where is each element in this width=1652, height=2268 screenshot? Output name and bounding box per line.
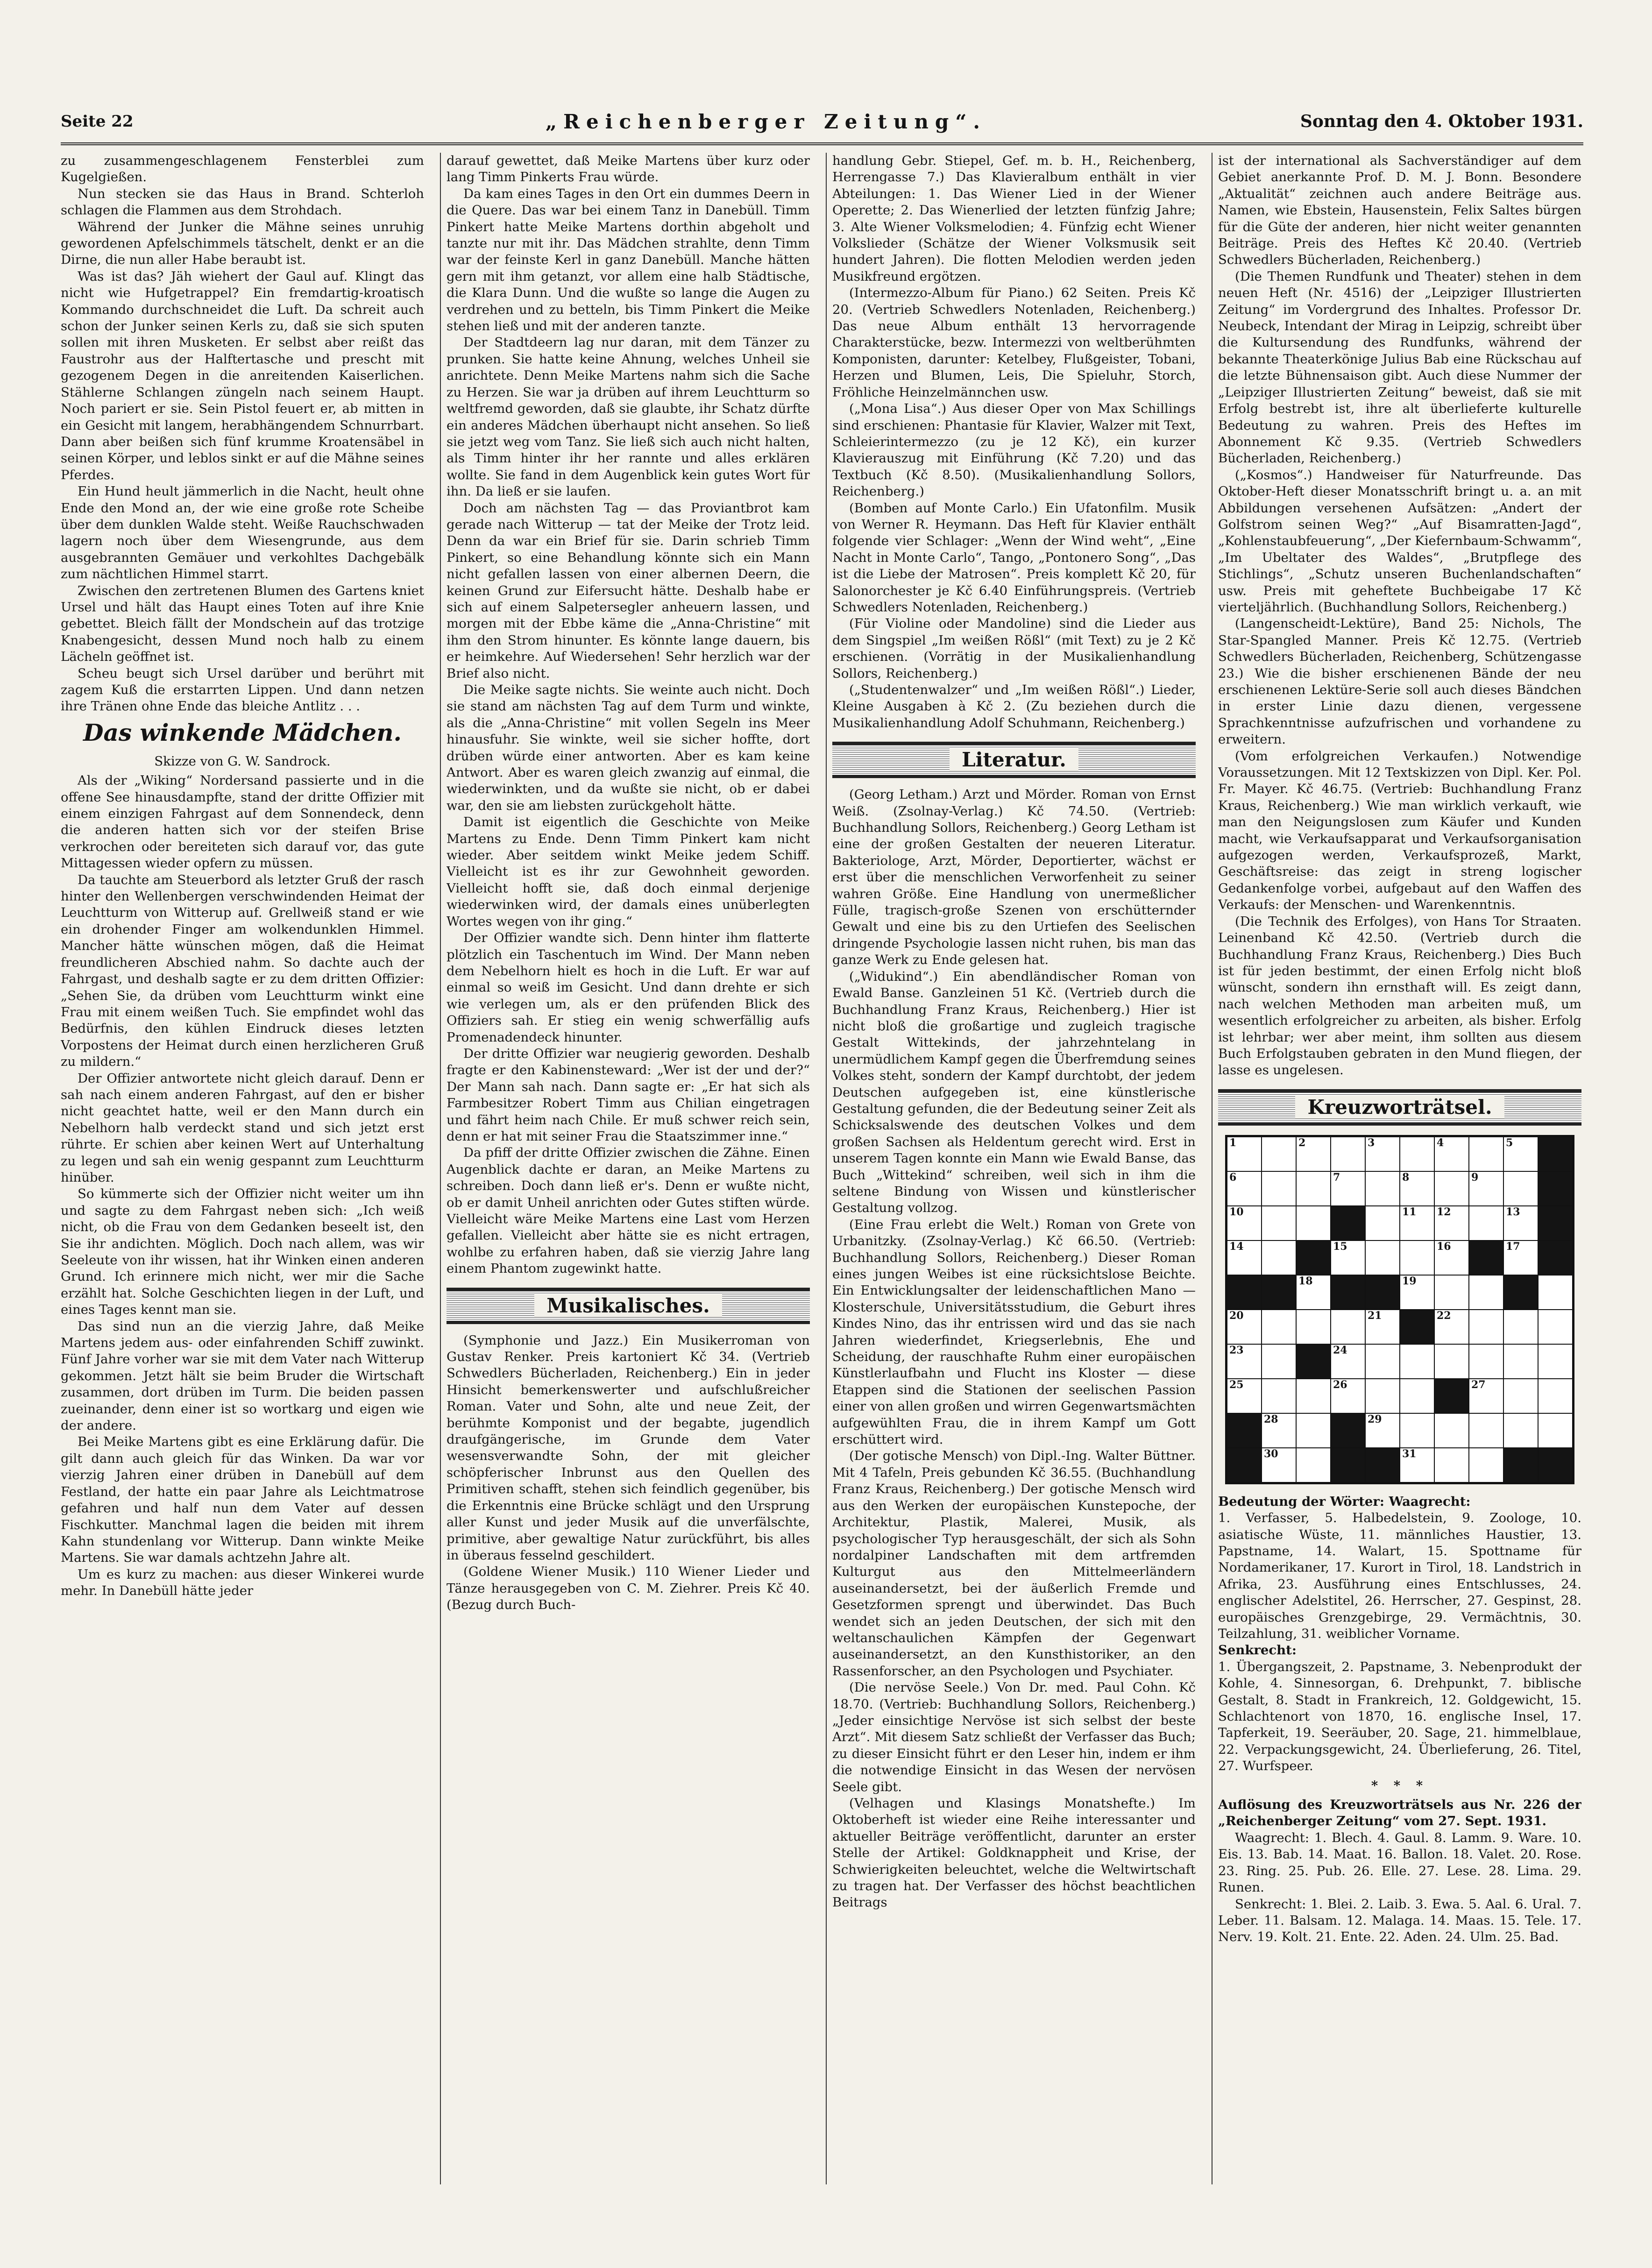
review-item: (Für Violine oder Mandoline) sind die Lieder aus dem Singspiel „Im weißen Rößl“ (mit Text) zu je 2 Kč erschienen. (Vorrätig in der Musikalienhandlung Sollors, Reichenberg.) (832, 616, 1196, 681)
paragraph: Um es kurz zu machen: aus dieser Winkerei wurde mehr. In Danebüll hätte jeder (61, 1566, 424, 1599)
paragraph: darauf gewettet, daß Meike Martens über kurz oder lang Timm Pinkerts Frau würde. (447, 153, 810, 185)
crossword-black-cell (1296, 1344, 1331, 1379)
crossword-cell (1434, 1310, 1469, 1344)
crossword-number: 30 (1264, 1447, 1278, 1460)
crossword-cell (1331, 1240, 1365, 1275)
crossword-cell (1331, 1344, 1365, 1379)
section-heading-music (447, 1288, 810, 1324)
crossword-cell (1296, 1206, 1331, 1240)
paragraph: Die Meike sagte nichts. Sie weinte auch nicht. Doch sie stand am nächsten Tag auf dem Turm und winkte, als die „Anna-Christine“ mit vollen Segeln ins Meer hinausfuhr. Sie winkte, weil sie sicher hoffte, dort drüben würde einer antworten. Aber es kam keine Antwort. Aber es waren gleich zwanzig auf einmal, die wiederwinkten, und da wußte sie nicht, ob er dabei war, den sie am liebsten zurückgeholt hätte. (447, 682, 810, 813)
crossword-cell (1503, 1344, 1538, 1379)
column-2 (447, 153, 810, 2184)
crossword-black-cell (1227, 1448, 1262, 1482)
crossword-black-cell (1365, 1448, 1400, 1482)
column-4 (1218, 153, 1581, 2184)
crossword-number: 20 (1229, 1309, 1244, 1322)
paragraph: Damit ist eigentlich die Geschichte von Meike Martens zu Ende. Denn Timm Pinkert kam nicht wieder. Aber seitdem winkt Meike jedem Schiff. Vielleicht ist es ihr zur Gewohnheit geworden. Vielleicht hofft sie, daß doch einmal derjenige wiederwinken wird, der damals eines unüberlegten Wortes wegen von ihr ging.“ (447, 815, 810, 929)
crossword-black-cell (1400, 1310, 1434, 1344)
crossword-black-cell (1538, 1448, 1573, 1482)
story-byline: Skizze von G. W. Sandrock. (154, 753, 331, 769)
crossword-number: 18 (1298, 1275, 1313, 1287)
section-heading-label: Kreuzworträtsel. (1295, 1096, 1504, 1119)
crossword-black-cell (1296, 1240, 1331, 1275)
review-item: ist der international als Sachverständiger auf dem Gebiet anerkannte Prof. D. M. J. Bonn. Besondere „Aktualität“ zeichnen auch andere Beiträge aus. Namen, wie Ebstein, Hausenstein, Felix Saltes bürgen für die Güte der anderen, hier nicht weiter genannten Beiträge. Preis des Heftes Kč 20.40. (Vertrieb Schwedlers Bücherladen, Reichenberg.) (1218, 153, 1581, 268)
clues-heading-label: Bedeutung der Wörter: Waagrecht: (1218, 1494, 1471, 1509)
crossword-black-cell (1227, 1413, 1262, 1448)
crossword-number: 1 (1229, 1136, 1237, 1149)
crossword-cell (1331, 1137, 1365, 1171)
review-item: (Der gotische Mensch) von Dipl.-Ing. Walter Büttner. Mit 4 Tafeln, Preis gebunden Kč 36.55. (Buchhandlung Franz Kraus, Reichenberg.) Der gotische Mensch wird aus den Werken der europäischen Kunstepoche, der Architektur, Plastik, Malerei, Musik, als psychologischer Typ herausgeschält, der sich als Sohn nordalpiner Landschaften mit dem artfremden Kulturgut aus den Mittelmeerländern auseinandersetzt, bei der äußerlich Fremde und Gesetzformen sprengt und überwindet. Das Buch wendet sich an jeden Deutschen, der sich mit den weltanschaulichen Kämpfen der Gegenwart auseinandersetzt, an den Kunsthistoriker, an den Rassenforscher, an den Psychologen und Psychiater. (832, 1448, 1196, 1679)
columns (61, 153, 1583, 2189)
crossword-cell (1296, 1137, 1331, 1171)
crossword-cell (1400, 1206, 1434, 1240)
crossword-cell (1262, 1137, 1296, 1171)
paragraph: Da pfiff der dritte Offizier zwischen die Zähne. Einen Augenblick dachte er daran, an Meike Martens zu schreiben. Doch dann ließ er's. Denn er wußte nicht, ob er damit Unheil anrichten oder Gutes stiften würde. Vielleicht wäre Meike Martens eine Last vom Herzen gefallen. Vielleicht aber hätte sie es nicht ertragen, wohlbe zu erfahren haben, daß sie vierzig Jahre lang einem Phantom zugewinkt hatte. (447, 1145, 810, 1276)
separator-stars: * * * (1371, 1778, 1429, 1793)
crossword-cell (1469, 1448, 1503, 1482)
crossword-cell (1538, 1344, 1573, 1379)
crossword-cell (1503, 1413, 1538, 1448)
crossword-cell (1262, 1240, 1296, 1275)
crossword-cell (1538, 1413, 1573, 1448)
crossword-number: 27 (1471, 1378, 1486, 1391)
crossword-black-cell (1227, 1275, 1262, 1310)
crossword-cell (1331, 1310, 1365, 1344)
crossword-number: 23 (1229, 1344, 1244, 1356)
section-heading-literature (832, 742, 1196, 778)
crossword-cell (1434, 1137, 1469, 1171)
review-item: („Mona Lisa“.) Aus dieser Oper von Max Schillings sind erschienen: Phantasie für Klavier, Walzer mit Text, Schleierintermezzo (zu je 12 Kč), ein kurzer Klavierauszug mit Einführung (Kč 7.20) und das Textbuch (Kč 8.50). (Musikalienhandlung Sollors, Reichenberg.) (832, 401, 1196, 499)
crossword-black-cell (1365, 1275, 1400, 1310)
paragraph: zu zusammengeschlagenem Fensterblei zum Kugelgießen. (61, 153, 424, 185)
crossword-black-cell (1503, 1448, 1538, 1482)
column-rule (826, 153, 827, 2184)
crossword-black-cell (1262, 1275, 1296, 1310)
crossword-cell (1469, 1413, 1503, 1448)
crossword-number: 31 (1402, 1447, 1417, 1460)
paragraph: Ein Hund heult jämmerlich in die Nacht, heult ohne Ende den Mond an, der wie eine große rote Scheibe über dem dunklen Walde steht. Weiße Rauchschwaden lagern noch über dem Wiesengrunde, aus dem ausgebrannten Gemäuer und verkohltes Dachgebälk zum nächtlichen Himmel starrt. (61, 484, 424, 582)
paragraph: So kümmerte sich der Offizier nicht weiter um ihn und sagte zu dem Fahrgast neben sich: „Ich weiß nicht, ob die Frau von dem Gedanken beseelt ist, den Sie ihr andichten. Möglich. Doch nach allem, was wir Seeleute von ihr wissen, hat ihr Winken einen anderen Grund. Ich erinnere mich nicht, wer mir die Sache erzählt hat. Solche Geschichten liegen in der Luft, und eines Tages kennt man sie. (61, 1186, 424, 1318)
crossword-cell (1469, 1275, 1503, 1310)
crossword-cell (1538, 1310, 1573, 1344)
review-item: („Studentenwalzer“ und „Im weißen Rößl“.) Lieder, Kleine Ausgaben à Kč 2. (Zu beziehen durch die Musikalienhandlung Adolf Schuhmann, Reichenberg.) (832, 682, 1196, 730)
crossword-number: 4 (1437, 1136, 1444, 1149)
story-title: Das winkende Mädchen. (83, 718, 402, 746)
crossword-cell (1469, 1379, 1503, 1413)
crossword-cell (1262, 1206, 1296, 1240)
crossword-black-cell (1469, 1240, 1503, 1275)
crossword-cell (1503, 1240, 1538, 1275)
crossword-cell (1400, 1171, 1434, 1206)
paragraph: Da tauchte am Steuerbord als letzter Gruß der rasch hinter den Wellenbergen verschwindenden Heimat der Leuchtturm von Witterup auf. Grellweiß stand er wie ein drohender Finger am wolkendunklen Himmel. Mancher hätte wünschen mögen, daß die Heimat freundlicheren Abschied nahm. So dachte auch der Fahrgast, und deshalb sagte er zu dem dritten Offizier: „Sehen Sie, da drüben vom Leuchtturm winkt eine Frau mit einem weißen Tuch. Sie empfindet wohl das Bedürfnis, den kühlen Eindruck dieses letzten Vorpostens der Heimat durch einen herzlicheren Gruß zu mildern.“ (61, 872, 424, 1070)
crossword-number: 17 (1506, 1240, 1520, 1253)
paragraph: Nun stecken sie das Haus in Brand. Schterloh schlagen die Flammen aus dem Strohdach. (61, 186, 424, 218)
crossword-cell (1400, 1275, 1434, 1310)
crossword-cell (1503, 1171, 1538, 1206)
review-item: (Eine Frau erlebt die Welt.) Roman von Grete von Urbanitzky. (Zsolnay-Verlag.) Kč 66.50. (Vertrieb: Buchhandlung Sollors, Reichenberg.) Dieser Roman eines jungen Weibes ist eine rücksichtslose Beichte. Ein Entwicklungsalter der leidenschaftlichen Mano — Klosterschule, Universitätsstudium, die Geburt ihres Kindes Nino, das ihr entrissen wird und das sie nach Jahren wiederfindet, Kriegserlebnis, Ehe und Scheidung, der rauschhafte Ruhm einer europäischen Künstlerlaufbahn und Flucht ins Kloster — diese Etappen sind die Stationen der seelischen Passion einer von allen großen und wirren Gegenwartsmächten aufgewühlten Frau, die in ihrem Kampf um Gott erschüttert wird. (832, 1217, 1196, 1447)
review-item: (Goldene Wiener Musik.) 110 Wiener Lieder und Tänze herausgegeben von C. M. Ziehrer. Preis Kč 40. (Bezug durch Buch- (447, 1564, 810, 1613)
crossword-number: 8 (1402, 1171, 1410, 1184)
crossword-black-cell (1434, 1379, 1469, 1413)
crossword-number: 10 (1229, 1205, 1244, 1218)
crossword-cell (1331, 1171, 1365, 1206)
crossword-cell (1227, 1344, 1262, 1379)
clues-across-heading (1218, 1494, 1581, 1510)
crossword-cell (1434, 1240, 1469, 1275)
crossword-number: 28 (1264, 1413, 1278, 1425)
paragraph: Scheu beugt sich Ursel darüber und berührt mit zagem Kuß die erstarrten Lippen. Und dann netzen ihre Tränen ohne Ende das bleiche Antlitz . . . (61, 666, 424, 714)
crossword-cell (1538, 1275, 1573, 1310)
paragraph: Doch am nächsten Tag — das Proviantbrot kam gerade nach Witterup — tat der Meike der Trotz leid. Denn da war ein Brief für sie. Darin schrieb Timm Pinkert, so eine Behandlung könnte sich ein Mann nicht gefallen lassen von einer albernen Deern, die keinen Grund zur Eifersucht hätte. Deshalb habe er sich auf einem Salpetersegler anheuern lassen, und morgen mit der Ebbe käme die „Anna-Christine“ mit ihm den Strom hinunter. Es könnte lange dauern, bis er heimkehre. Auf Wiedersehen! Sehr herzlich war der Brief also nicht. (447, 500, 810, 681)
crossword-cell (1469, 1137, 1503, 1171)
paragraph: Bei Meike Martens gibt es eine Erklärung dafür. Die gilt dann auch gleich für das Winken. Da war vor vierzig Jahren einer drüben in Danebüll auf dem Festland, der hatte ein paar Jahre als Leichtmatrose gefahren und half nun dem Vater auf dessen Fischkutter. Manchmal lagen die beiden mit ihrem Kahn stundenlang vor Witterup. Dann winkte Meike Martens. Sie war damals achtzehn Jahre alt. (61, 1434, 424, 1566)
paragraph: Während der Junker die Mähne seines unruhig gewordenen Apfelschimmels tätschelt, denkt er an die Dirne, die nun aller Habe beraubt ist. (61, 219, 424, 268)
paragraph: Da kam eines Tages in den Ort ein dummes Deern in die Quere. Das war bei einem Tanz in Danebüll. Timm Pinkert hatte Meike Martens dorthin abgeholt und tanzte nur mit ihr. Das Mädchen strahlte, denn Timm war der feinste Kerl in ganz Danebüll. Manche hätten gern mit ihm getanzt, vor allem eine halb Städtische, die Klara Dunn. Und die wußte so lange die Augen zu verdrehen und zu betteln, bis Timm Pinkert die Meike stehen ließ und mit der anderen tanzte. (447, 186, 810, 334)
review-item: (Die nervöse Seele.) Von Dr. med. Paul Cohn. Kč 18.70. (Vertrieb: Buchhandlung Sollors, Reichenberg.) „Jeder einsichtige Nervöse ist sich selbst der beste Arzt“. Mit diesem Satz schließt der Verfasser das Buch; zu dieser Einsicht führt er den Leser hin, indem er ihm die notwendige Einsicht in das Wesen der nervösen Seele gibt. (832, 1680, 1196, 1794)
newspaper-page (61, 100, 1583, 2193)
crossword-number: 16 (1437, 1240, 1451, 1253)
crossword-cell (1227, 1137, 1262, 1171)
paragraph: Zwischen den zertretenen Blumen des Gartens kniet Ursel und hält das Haupt eines Toten auf ihre Knie gebettet. Bleich fällt der Mondschein auf das trotzige Knabengesicht, dessen Mund noch halb zu einem Lächeln geöffnet ist. (61, 583, 424, 665)
crossword-number: 11 (1402, 1205, 1417, 1218)
crossword-cell (1365, 1137, 1400, 1171)
crossword-black-cell (1538, 1137, 1573, 1171)
crossword-cell (1400, 1448, 1434, 1482)
crossword-cell (1365, 1206, 1400, 1240)
solution-across: Waagrecht: 1. Blech. 4. Gaul. 8. Lamm. 9. Ware. 10. Eis. 13. Bab. 14. Maat. 16. Ballon. 18. Valet. 20. Rose. 23. Ring. 25. Pub. 26. Elle. 27. Lese. 28. Lima. 29. Runen. (1218, 1830, 1581, 1895)
crossword-cell (1331, 1379, 1365, 1413)
column-1 (61, 153, 424, 2184)
crossword-cell (1469, 1171, 1503, 1206)
section-heading-label: Musikalisches. (534, 1294, 722, 1317)
crossword-number: 12 (1437, 1205, 1451, 1218)
review-item: (Die Technik des Erfolges), von Hans Tor Straaten. Leinenband Kč 42.50. (Vertrieb durch die Buchhandlung Franz Kraus, Reichenberg.) Dies Buch ist für jeden bestimmt, der einen Erfolg nicht bloß wünscht, sondern ihn ernsthaft will. Es zeigt dann, nach welchen Methoden man arbeiten muß, um wesentlich erfolgreicher zu arbeiten, als bisher. Erfolg ist lehrbar; wer aber meint, ihm sollten aus diesem Buch Erfolgstauben gebraten in den Mund fliegen, der lasse es ungelesen. (1218, 914, 1581, 1078)
crossword-number: 14 (1229, 1240, 1244, 1253)
paragraph: Der Stadtdeern lag nur daran, mit dem Tänzer zu prunken. Sie hatte keine Ahnung, welches Unheil sie anrichtete. Denn Meike Martens nahm sich die Sache zu Herzen. Sie war ja drüben auf ihrem Leuchtturm so weltfremd geworden, daß sie glaubte, ihr Schatz dürfte ein anderes Mädchen überhaupt nicht ansehen. So ließ sie jetzt weg vom Tanz. Sie ließ sich auch nicht halten, als Timm hinter ihr her rannte und alles erklären wollte. Sie fand in dem Augenblick kein gutes Wort für ihn. Da ließ er sie laufen. (447, 335, 810, 499)
column-3 (832, 153, 1196, 2184)
crossword-cell (1434, 1206, 1469, 1240)
review-item: (Die Themen Rundfunk und Theater) stehen in dem neuen Heft (Nr. 4516) der „Leipziger Illustrierten Zeitung“ im Vordergrund des Inhaltes. Professor Dr. Neubeck, Intendant der Mirag in Leipzig, schreibt über die Kultursendung des Rundfunks, während der bekannte Theaterkönige Julius Bab eine Rückschau auf die letzte Bühnensaison gibt. Auch diese Nummer der „Leipziger Illustrierten Zeitung“ beweist, daß sie mit Erfolg bestrebt ist, ihre alt überlieferte kulturelle Bedeutung zu wahren. Preis des Heftes im Abonnement Kč 9.35. (Vertrieb Schwedlers Bücherladen, Reichenberg.) (1218, 269, 1581, 466)
crossword-cell (1262, 1344, 1296, 1379)
crossword-cell (1227, 1206, 1262, 1240)
clues-across: 1. Verfasser, 5. Halbedelstein, 9. Zoologe, 10. asiatische Wüste, 11. männliches Haustier, 13. Papstname, 14. Walart, 15. Spottname für Nordamerikaner, 17. Kurort in Tirol, 18. Landstrich in Afrika, 23. Ausführung eines Entschlusses, 24. englischer Adelstitel, 26. Herrscher, 27. Gespinst, 28. europäisches Grenzgebirge, 29. Vermächtnis, 30. Teilzahlung, 31. weiblicher Vorname. (1218, 1510, 1581, 1641)
paragraph: Was ist das? Jäh wiehert der Gaul auf. Klingt das nicht wie Hufgetrappel? Ein fremdartig-kroatisch Kommando durchschneidet die Luft. Da schreit auch schon der Junker seinen Kerls zu, daß sie sich sputen sollen mit ihren Musketen. Er selbst aber reißt das Faustrohr aus der Halftertasche und prescht mit gezogenem Degen in die anreitenden Kaiserlichen. Stählerne Schlangen züngeln nach seinem Haupt. Noch pariert er sie. Sein Pistol feuert er, ab mitten in ein Gesicht mit langem, herabhängendem Schnurrbart. Dann aber beißen sich fünf krumme Kroatensäbel in seinen Körper, und leblos sinkt er auf die Mähne seines Pferdes. (61, 269, 424, 482)
crossword-cell (1262, 1379, 1296, 1413)
crossword-cell (1400, 1344, 1434, 1379)
paragraph: Der dritte Offizier war neugierig geworden. Deshalb fragte er den Kabinensteward: „Wer ist der und der?“ Der Mann sah nach. Dann sagte er: „Er hat sich als Farmbesitzer Robert Timm aus Chilian eingetragen und fährt heim nach Chile. Er muß schwer reich sein, denn er hat mit seiner Frau die Staatszimmer inne.“ (447, 1046, 810, 1144)
crossword-cell (1434, 1413, 1469, 1448)
crossword-black-cell (1538, 1240, 1573, 1275)
review-item: (Georg Letham.) Arzt und Mörder. Roman von Ernst Weiß. (Zsolnay-Verlag.) Kč 74.50. (Vertrieb: Buchhandlung Sollors, Reichenberg.) Georg Letham ist eine der großen Gestalten der neueren Literatur. Bakteriologe, Arzt, Mörder, Deportierter, wächst er erst über die menschlichen Verworfenheit zu seiner wahren Größe. Eine Handlung von unermeßlicher Fülle, tragisch-große Szenen von erschütternder Gewalt und eine bis zu den Urtiefen des Seelischen dringende Psychologie lassen nicht ruhen, bis man das ganze Werk zu Ende gelesen hat. (832, 787, 1196, 968)
review-item: (Symphonie und Jazz.) Ein Musikerroman von Gustav Renker. Preis kartoniert Kč 34. (Vertrieb Schwedlers Bücherladen, Reichenberg.) Ein in jeder Hinsicht bemerkenswerter und aufschlußreicher Roman. Vater und Sohn, alte und neue Zeit, der berühmte Komponist und der begabte, jugendlich draufgängerische, im Grunde dem Vater wesensverwandte Sohn, der mit gleicher schöpferischer Inbrunst aus den Quellen des Primitiven schafft, stehen sich feindlich gegenüber, bis die Erkenntnis eine Brücke schlägt und den Ursprung aller Kunst und jeder Musik auf die unverfälschte, primitive, aber gewaltige Natur zurückführt, bis alles in überaus fesselnd geschildert. (447, 1332, 810, 1563)
crossword-cell (1434, 1448, 1469, 1482)
crossword-black-cell (1538, 1206, 1573, 1240)
paragraph: Der Offizier antwortete nicht gleich darauf. Denn er sah nach einem anderen Fahrgast, auf den er bisher nicht geachtet hatte, weil er den Mann durch ein Nebelhorn halb verdeckt stand und sich jetzt erst rührte. Er schien aber keinen Wert auf Unterhaltung zu legen und sah ein wenig gespannt zum Leuchtturm hinüber. (61, 1070, 424, 1185)
crossword-cell (1296, 1379, 1331, 1413)
crossword-cell (1365, 1310, 1400, 1344)
crossword-grid (1225, 1135, 1574, 1484)
review-item: (Vom erfolgreichen Verkaufen.) Notwendige Voraussetzungen. Mit 12 Textskizzen von Dipl. Ker. Pol. Fr. Mayer. Kč 46.75. (Vertrieb: Buchhandlung Franz Kraus, Reichenberg.) Wie man wirklich verkauft, wie man den Neigungslosen zum Käufer und Kunden macht, wie Verkaufsapparat und Verkaufsorganisation aufgezogen werden, Verkaufsprozeß, Markt, Geschäftsreise: das zeigt in streng logischer Gedankenfolge vorbei, aufgebaut auf den Waffen des Verkaufs: der Menschen- und Warenkenntnis. (1218, 748, 1581, 913)
crossword-number: 15 (1333, 1240, 1347, 1253)
crossword-number: 22 (1437, 1309, 1451, 1322)
crossword-black-cell (1503, 1275, 1538, 1310)
crossword-black-cell (1331, 1275, 1365, 1310)
crossword-black-cell (1538, 1171, 1573, 1206)
section-heading-label: Literatur. (950, 748, 1078, 771)
review-item: (Bomben auf Monte Carlo.) Ein Ufatonfilm. Musik von Werner R. Heymann. Das Heft für Klavier enthält folgende vier Schlager: „Wenn der Wind weht“, „Eine Nacht in Monte Carlo“, Tango, „Pontonero Song“, „Das ist die Liebe der Matrosen“. Preis komplett Kč 20, für Salonorchester je Kč 6.40 Einführungspreis. (Vertrieb Schwedlers Notenladen, Reichenberg.) (832, 500, 1196, 615)
crossword-number: 6 (1229, 1171, 1237, 1184)
crossword-cell (1434, 1275, 1469, 1310)
crossword-number: 2 (1298, 1136, 1306, 1149)
crossword-cell (1262, 1448, 1296, 1482)
issue-date: Sonntag den 4. Oktober 1931. (1300, 112, 1583, 131)
crossword-cell (1469, 1310, 1503, 1344)
crossword-cell (1227, 1310, 1262, 1344)
crossword-cell (1469, 1344, 1503, 1379)
crossword-cell (1503, 1206, 1538, 1240)
crossword-number: 13 (1506, 1205, 1520, 1218)
clues-down: 1. Übergangszeit, 2. Papstname, 3. Nebenprodukt der Kohle, 4. Sinnesorgan, 6. Drehpunkt, 7. biblische Gestalt, 8. Stadt in Frankreich, 12. Goldgewicht, 15. Schlachtenort von 1870, 16. englische Insel, 17. Tapferkeit, 19. Seeräuber, 20. Sage, 21. himmelblaue, 22. Verpackungsgewicht, 24. Überlieferung, 26. Titel, 27. Wurfspeer. (1218, 1659, 1581, 1774)
paragraph: Das sind nun an die vierzig Jahre, daß Meike Martens jedem aus- oder einfahrenden Schiff zuwinkt. Fünf Jahre vorher war sie mit dem Vater nach Witterup gekommen. Jetzt hält sie beim Bruder die Wirtschaft zusammen, dort drüben im Turm. Die beiden passen zueinander, denn einer ist so wortkarg und eigen wie der andere. (61, 1318, 424, 1433)
review-item: (Velhagen und Klasings Monatshefte.) Im Oktoberheft ist wieder eine Reihe interessanter und aktueller Beiträge veröffentlicht, darunter an erster Stelle der Artikel: Goldknappheit und Krise, der Schwierigkeiten beleuchtet, welche die Weltwirtschaft zu tragen hat. Der Verfasser des höchst beachtlichen Beitrags (832, 1796, 1196, 1910)
review-item: handlung Gebr. Stiepel, Gef. m. b. H., Reichenberg, Herrengasse 7.) Das Klavieralbum enthält in vier Abteilungen: 1. Das Wiener Lied in der Wiener Operette; 2. Das Wienerlied der letzten fünfzig Jahre; 3. Alte Wiener Volksmelodien; 4. Fünfzig echt Wiener Volkslieder (Schätze der Wiener Volksmusik seit hundert Jahren). Die flotten Melodien werden jeden Musikfreund ergötzen. (832, 153, 1196, 284)
crossword-cell (1296, 1171, 1331, 1206)
page-header (61, 100, 1583, 145)
crossword-cell (1400, 1413, 1434, 1448)
crossword-number: 21 (1368, 1309, 1382, 1322)
review-item: (Intermezzo-Album für Piano.) 62 Seiten. Preis Kč 20. (Vertrieb Schwedlers Notenladen, Reichenberg.) Das neue Album enthält 13 hervorragende Charakterstücke, bezw. Intermezzi von weltberühmten Komponisten, darunter: Ketelbey, Flußgeister, Tobani, Herzen und Blumen, Leis, Die Spieluhr, Storch, Fröhliche Heinzelmännchen usw. (832, 285, 1196, 400)
crossword-cell (1365, 1171, 1400, 1206)
crossword-cell (1262, 1413, 1296, 1448)
solution-title: Auflösung des Kreuzworträtsels aus Nr. 226 der „Reichenberger Zeitung“ vom 27. Sept. 1931. (1218, 1797, 1581, 1829)
crossword-number: 5 (1506, 1136, 1513, 1149)
crossword-cell (1503, 1310, 1538, 1344)
crossword-cell (1365, 1413, 1400, 1448)
crossword-cell (1227, 1379, 1262, 1413)
crossword-number: 19 (1402, 1275, 1417, 1287)
crossword-black-cell (1331, 1206, 1365, 1240)
clues-heading-label: Senkrecht: (1218, 1643, 1297, 1658)
crossword-cell (1503, 1137, 1538, 1171)
crossword-cell (1503, 1379, 1538, 1413)
paragraph: Der Offizier wandte sich. Denn hinter ihm flatterte plötzlich ein Taschentuch im Wind. Der Mann neben dem Nebelhorn hielt es hoch in die Luft. Er war auf einmal so weiß im Gesicht. Und dann drehte er sich wie verlegen um, als er den prüfenden Blick des Offiziers sah. Er stieg ein wenig schwerfällig aufs Promenadendeck hinunter. (447, 930, 810, 1045)
crossword-cell (1296, 1310, 1331, 1344)
crossword-cell (1262, 1171, 1296, 1206)
crossword-number: 9 (1471, 1171, 1479, 1184)
crossword-cell (1296, 1413, 1331, 1448)
crossword-cell (1227, 1240, 1262, 1275)
crossword-black-cell (1331, 1448, 1365, 1482)
solution-down: Senkrecht: 1. Blei. 2. Laib. 3. Ewa. 5. Aal. 6. Ural. 7. Leber. 11. Balsam. 12. Malaga. 14. Maas. 15. Tele. 17. Nerv. 19. Kolt. 21. Ente. 22. Aden. 24. Ulm. 25. Bad. (1218, 1896, 1581, 1945)
review-item: („Widukind“.) Ein abendländischer Roman von Ewald Banse. Ganzleinen 51 Kč. (Vertrieb durch die Buchhandlung Franz Kraus, Reichenberg.) Hier ist nicht bloß die großartige und zugleich tragische Gestalt Wittekinds, der jahrzehntelang in unermüdlichem Kampf gegen die Überfremdung seines Volkes steht, sondern der Kampf durchtobt, der jedem Deutschen aufgegeben ist, eine künstlerische Gestaltung gefunden, die der Bedeutung seiner Zeit als Schicksalswende des deutschen Volkes und dem großen Sachsen als Heldentum gerecht wird. Erst in unserem Tagen konnte ein Mann wie Ewald Banse, das Buch „Wittekind“ schreiben, weil sich in ihm die seltene Bindung von Wissen und künstlerischer Gestaltung vollzog. (832, 969, 1196, 1216)
crossword-number: 3 (1368, 1136, 1375, 1149)
clues-down-heading (1218, 1642, 1581, 1658)
crossword-cell (1365, 1379, 1400, 1413)
crossword-cell (1434, 1171, 1469, 1206)
crossword-cell (1262, 1310, 1296, 1344)
crossword-cell (1400, 1379, 1434, 1413)
crossword-number: 26 (1333, 1378, 1347, 1391)
crossword-number: 24 (1333, 1344, 1347, 1356)
crossword-cell (1469, 1206, 1503, 1240)
crossword-cell (1538, 1379, 1573, 1413)
crossword-cell (1227, 1171, 1262, 1206)
review-item: (Langenscheidt-Lektüre), Band 25: Nichols, The Star-Spangled Manner. Preis Kč 12.75. (Vertrieb Schwedlers Bücherladen, Reichenberg, Schützengasse 23.) Wie die bisher erschienenen Bände der neu erschienenen Lektüre-Serie soll auch dieses Bändchen in erster Linie dazu dienen, vergessene Sprachkenntnisse aufzufrischen und vorhandene zu erweitern. (1218, 616, 1581, 747)
newspaper-title: „Reichenberger Zeitung“. (545, 110, 987, 133)
column-rule (440, 153, 441, 2184)
crossword-number: 7 (1333, 1171, 1340, 1184)
crossword-number: 25 (1229, 1378, 1244, 1391)
paragraph: Als der „Wiking“ Nordersand passierte und in die offene See hinausdampfte, stand der dritte Offizier mit einem einzigen Fahrgast auf dem Sonnendeck, denn die anderen hatten sich vor der steifen Brise verkrochen oder bereiteten sich darauf vor, das gute Mittagessen wieder opfern zu müssen. (61, 773, 424, 871)
crossword-cell (1365, 1240, 1400, 1275)
crossword-number: 29 (1368, 1413, 1382, 1425)
page-number: Seite 22 (61, 112, 134, 131)
crossword-cell (1365, 1344, 1400, 1379)
crossword-cell (1296, 1448, 1331, 1482)
crossword-cell (1434, 1344, 1469, 1379)
crossword-black-cell (1331, 1413, 1365, 1448)
crossword-cell (1400, 1137, 1434, 1171)
crossword-cell (1400, 1240, 1434, 1275)
section-heading-crossword (1218, 1089, 1581, 1126)
review-item: („Kosmos“.) Handweiser für Naturfreunde. Das Oktober-Heft dieser Monatsschrift bringt u. a. an mit Abbildungen versehenen Aufsätzen: „Andert der Golfstrom seinen Weg?“ „Auf Bisamratten-Jagd“, „Kohlenstaubfeuerung“, „Der Kiefernbaum-Schwamm“, „Im Ubeltater des Waldes“, „Brutpflege des Stichlings“, „Schutz unseren Buchenlandschaften“ usw. Preis mit geheftete Buchbeigabe 17 Kč vierteljährlich. (Buchhandlung Sollors, Reichenberg.) (1218, 467, 1581, 615)
crossword-cell (1296, 1275, 1331, 1310)
